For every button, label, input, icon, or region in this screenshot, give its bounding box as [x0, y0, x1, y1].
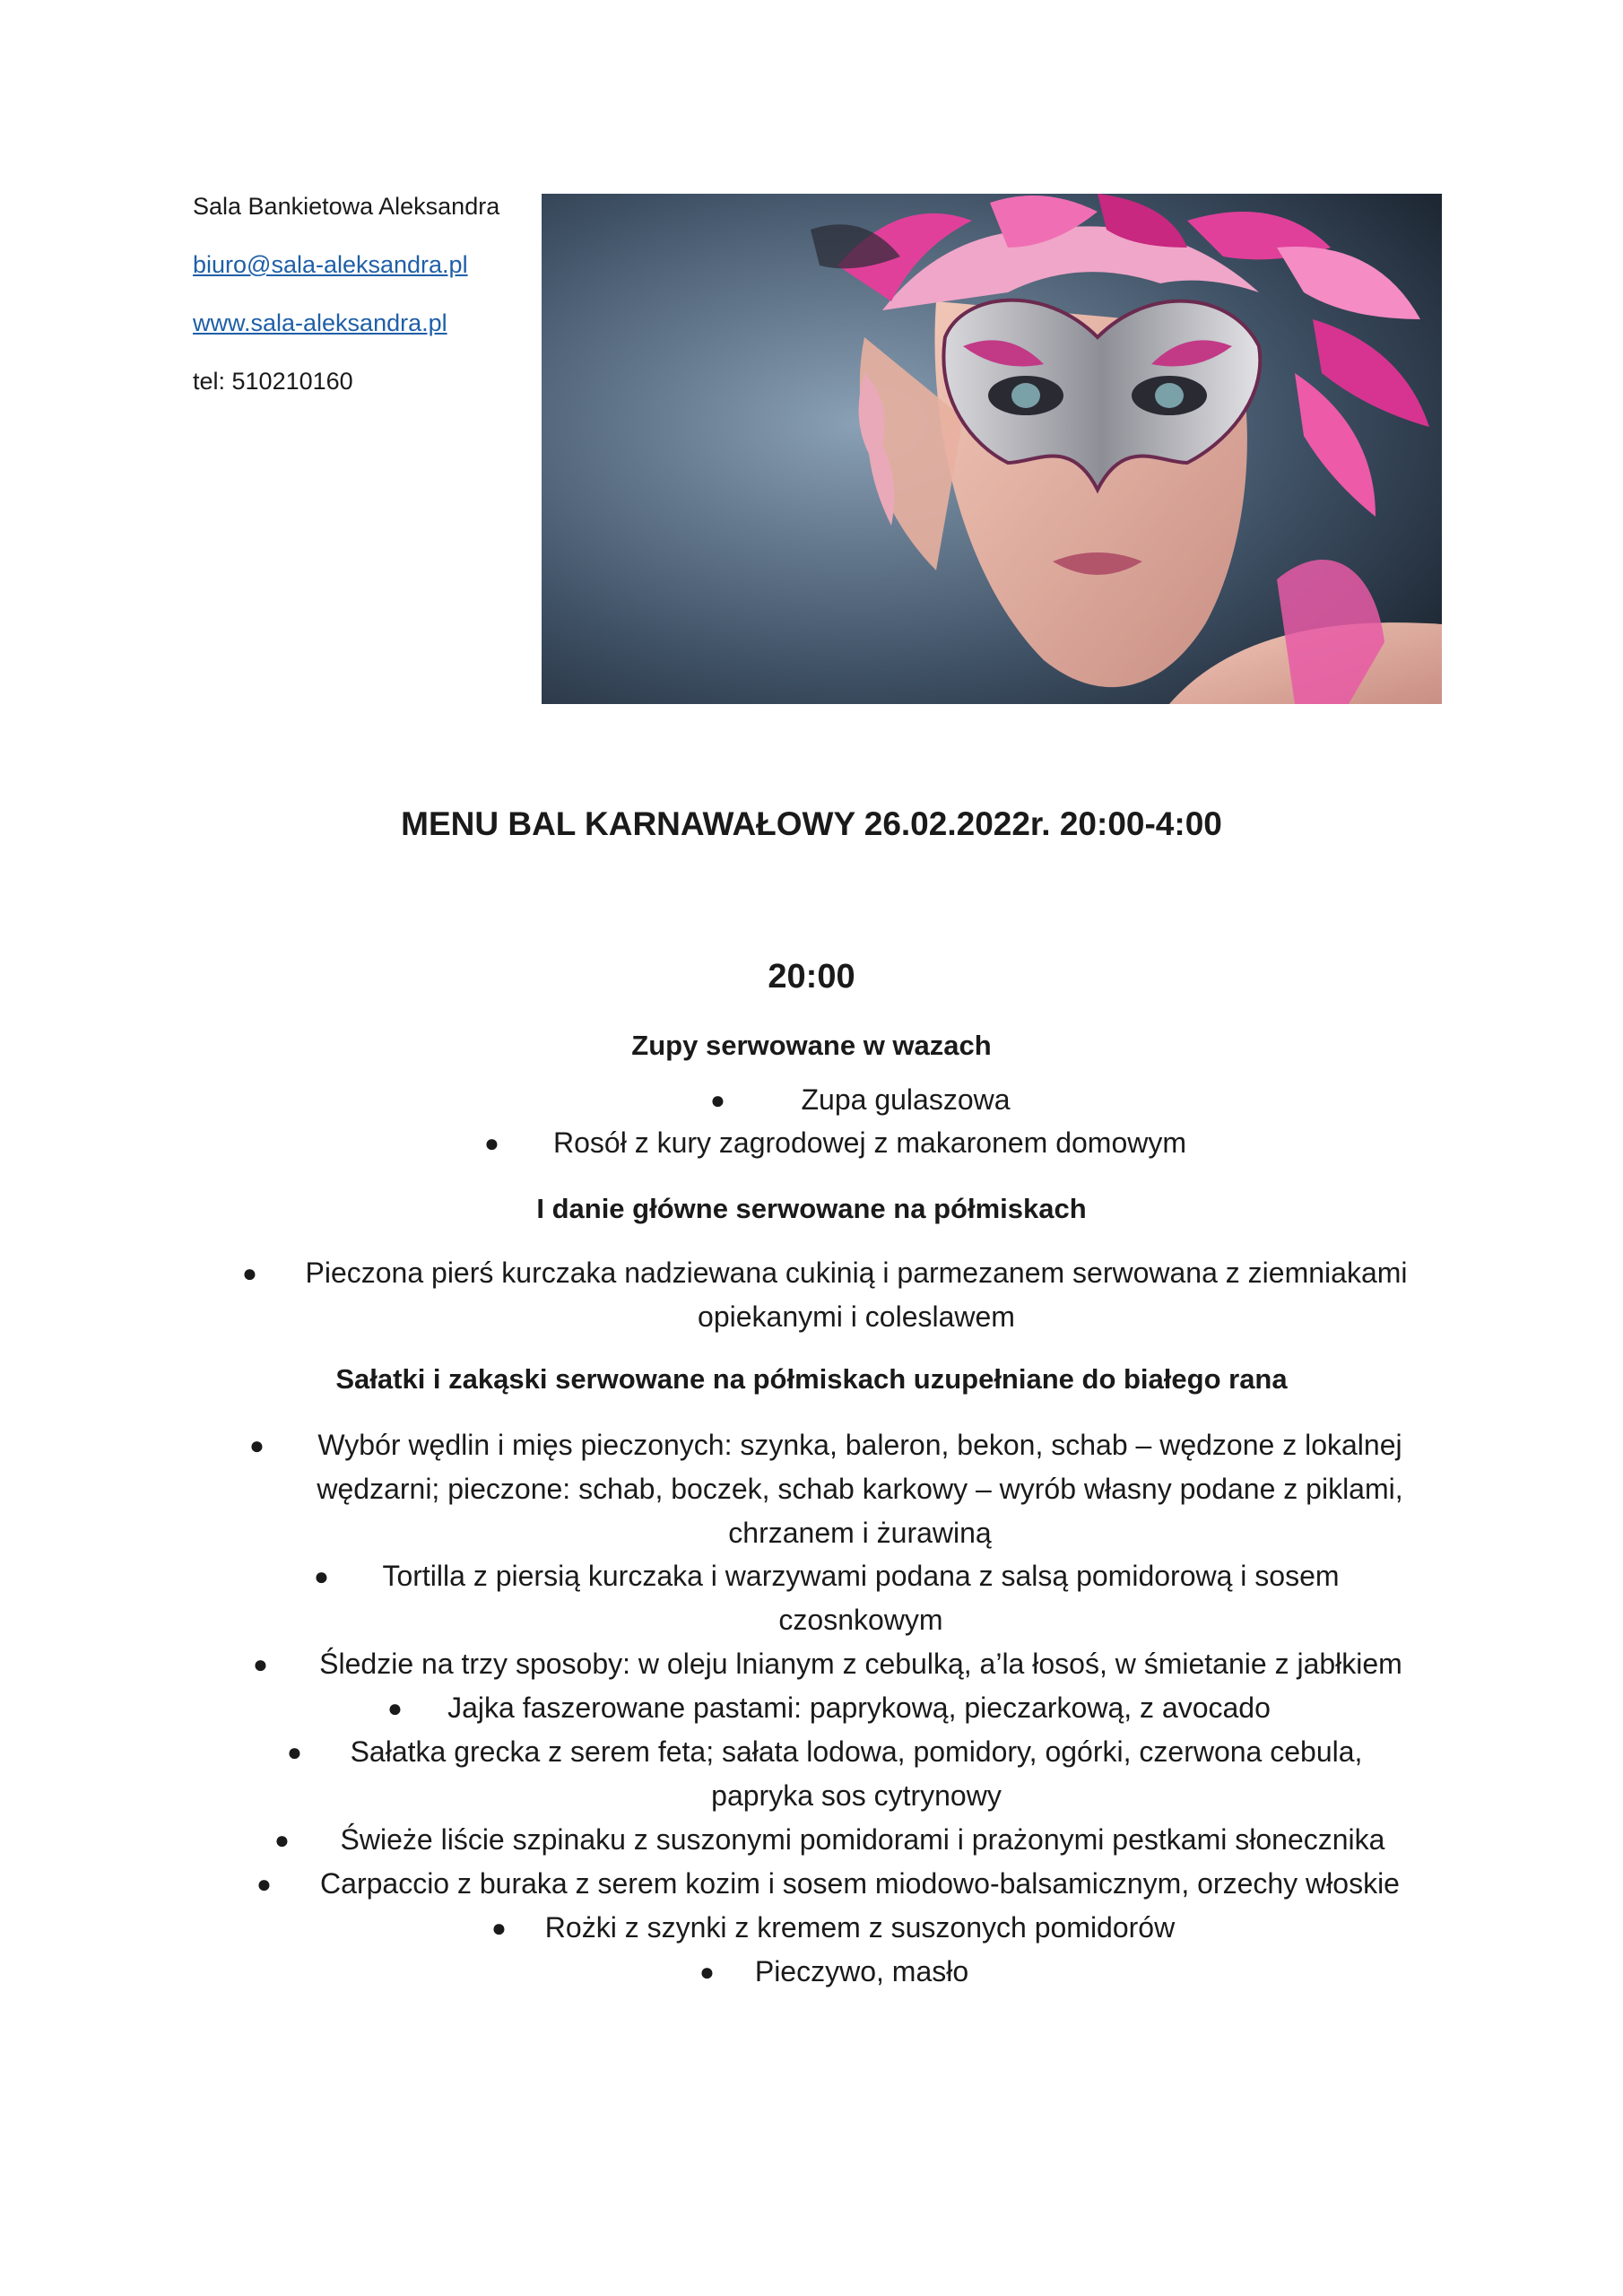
list-item: ● Tortilla z piersią kurczaka i warzywami podana z salsą pomidorową i sosem czosnkowym [359, 1554, 1363, 1642]
phone-number: tel: 510210160 [193, 368, 353, 395]
bullet-icon: ● [274, 1826, 290, 1854]
website-link[interactable]: www.sala-aleksandra.pl [193, 309, 447, 336]
bullet-icon: ● [314, 1562, 329, 1590]
serving-time: 20:00 [768, 958, 855, 996]
email-link[interactable]: biuro@sala-aleksandra.pl [193, 251, 468, 278]
list-item: ● Zupa gulaszowa [753, 1078, 1058, 1122]
bullet-icon: ● [699, 1958, 715, 1986]
section-heading-salads: Sałatki i zakąski serwowane na półmiskach uzupełniane do białego rana [335, 1363, 1288, 1395]
bullet-icon: ● [484, 1129, 499, 1157]
bullet-icon: ● [710, 1086, 725, 1114]
section-heading-soups: Zupy serwowane w wazach [631, 1030, 992, 1061]
bullet-icon: ● [242, 1259, 257, 1287]
bullet-icon: ● [491, 1914, 507, 1942]
bullet-icon: ● [253, 1650, 268, 1678]
list-item: ● Świeże liście szpinaku z suszonymi pomidorami i prażonymi pestkami słonecznika [316, 1818, 1410, 1862]
bullet-icon: ● [387, 1694, 403, 1722]
list-item: ● Pieczywo, masło [741, 1950, 983, 1994]
list-item: ● Rożki z szynki z kremem z suszonych pomidorów [533, 1906, 1187, 1950]
bullet-icon: ● [249, 1431, 265, 1459]
venue-name: Sala Bankietowa Aleksandra [193, 193, 500, 220]
carnival-mask-photo [542, 194, 1442, 704]
list-item: ● Sałatka grecka z serem feta; sałata lodowa, pomidory, ogórki, czerwona cebula, papryka sos cytrynowy [332, 1730, 1381, 1818]
section-heading-main: I danie główne serwowane na półmiskach [536, 1193, 1087, 1224]
list-item: ● Rosół z kury zagrodowej z makaronem domowym [529, 1121, 1211, 1165]
contact-block [193, 188, 499, 422]
bullet-icon: ● [287, 1738, 302, 1766]
list-item: ● Jajka faszerowane pastami: paprykową, pieczarkową, z avocado [429, 1686, 1289, 1730]
list-item: ● Pieczona pierś kurczaka nadziewana cukinią i parmezanem serwowana z ziemniakami opiekanymi i coleslawem [287, 1251, 1426, 1339]
list-item: ● Wybór wędlin i mięs pieczonych: szynka, baleron, bekon, schab – wędzone z lokalnej wędzarni; pieczone: schab, boczek, schab karkowy – wyrób własny podane z piklami, chrzanem i żurawiną [292, 1423, 1428, 1555]
bullet-icon: ● [256, 1870, 272, 1898]
list-item: ● Śledzie na trzy sposoby: w oleju lnianym z cebulką, a’la łosoś, w śmietanie z jabłkiem [296, 1642, 1426, 1686]
menu-title: MENU BAL KARNAWAŁOWY 26.02.2022r. 20:00-4:00 [401, 805, 1222, 842]
list-item: ● Carpaccio z buraka z serem kozim i sosem miodowo-balsamicznym, orzechy włoskie [299, 1862, 1420, 1906]
